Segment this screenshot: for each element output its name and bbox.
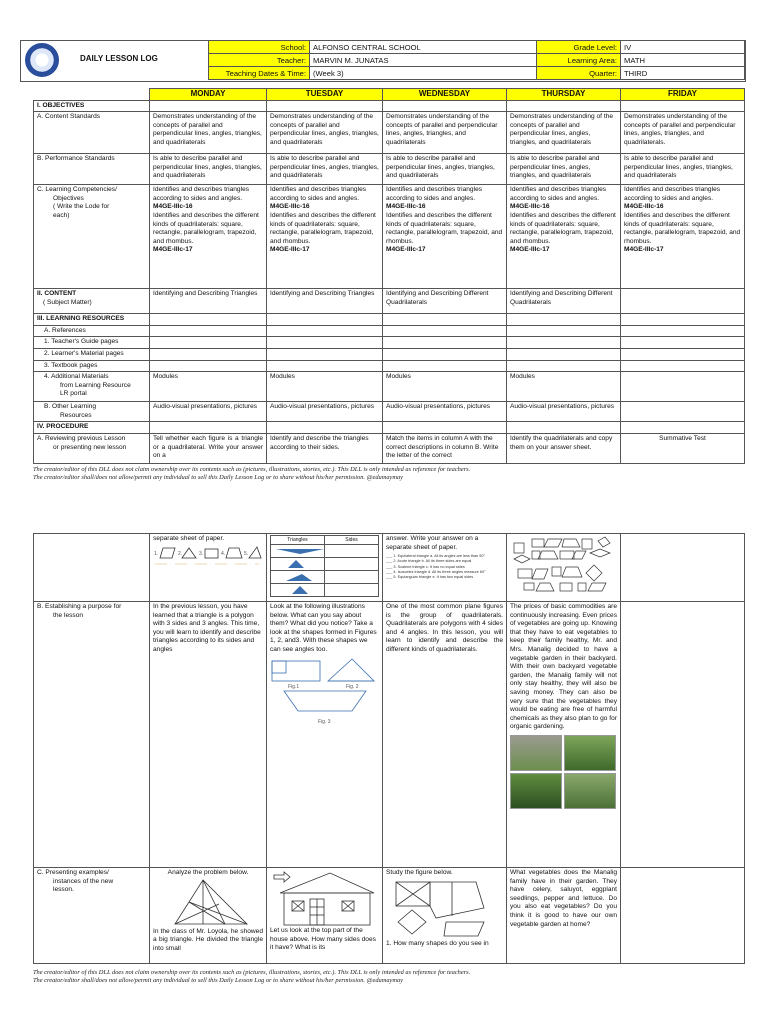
examples-label — [34, 868, 150, 964]
day-wednesday: WEDNESDAY — [383, 89, 507, 101]
addl-label-3: LR portal — [60, 390, 87, 398]
house-figure — [270, 869, 380, 927]
comp-mon — [150, 185, 267, 289]
sm-thu: Identifying and Describing Different Quadrilaterals — [507, 289, 621, 314]
ps-fri: Is able to describe parallel and perpendicular lines, angles, triangles, and quadrilaterals — [621, 154, 745, 185]
comp-wed — [383, 185, 507, 289]
other-thu: Audio-visual presentations, pictures — [507, 402, 621, 422]
school-label: School: — [209, 41, 310, 54]
examples-tue-text: Let us look at the top part of the house above. How many sides does it have? What is its — [270, 927, 376, 952]
competencies-label-2: Objectives — [53, 194, 84, 202]
other-wed: Audio-visual presentations, pictures — [383, 402, 507, 422]
fig1-label: Fig.1 — [288, 683, 300, 690]
svg-text:1.: 1. — [154, 550, 159, 557]
addl-label-1: 4. Additional Materials — [44, 373, 109, 381]
examples-wed-text: Study the figure below. — [386, 869, 453, 876]
comp-text: Identifies and describes triangles according to sides and angles. — [624, 186, 721, 202]
comp-fri — [621, 185, 745, 289]
day-friday: FRIDAY — [621, 89, 745, 101]
teacher-label: Teacher: — [209, 54, 310, 67]
comp-text: Identifies and describes triangles according to sides and angles. — [386, 186, 483, 202]
performance-standards-label: B. Performance Standards — [34, 154, 150, 185]
area-value: MATH — [621, 54, 745, 67]
comp-code: M4GE-IIIc-16 — [624, 203, 664, 211]
quadrilaterals-collection — [510, 535, 616, 595]
examples-label-1: C. Presenting examples/ — [37, 869, 109, 876]
garden-photo-1 — [510, 735, 562, 771]
disclaimer-line2: The creator/editor shall/does not allow/permit any individual to sell this Daily Lesson Log or to share without his/her permission. @edumaymay — [33, 977, 404, 984]
review-tue-cont — [267, 534, 383, 602]
fig3-label: Fig. 3 — [318, 718, 331, 725]
match-item: ___ 2. Acute triangle b. All its three sides are equal — [386, 559, 472, 564]
area-label: Learning Area: — [537, 54, 621, 67]
day-thursday: THURSDAY — [507, 89, 621, 101]
match-item: ___ 5. Equiangular triangle e. It has two equal sides — [386, 575, 474, 579]
review-fri: Summative Test — [621, 433, 745, 463]
dates-value: (Week 3) — [310, 67, 537, 80]
deped-seal-icon — [25, 43, 59, 77]
svg-text:5.: 5. — [244, 550, 249, 557]
comp-tue — [267, 185, 383, 289]
competencies-label-4: each) — [53, 211, 70, 219]
purpose-wed: One of the most common plane figures is the group of quadrilaterals. Quadrilaterals are polygons with 4 sides and 4 angles. In this lesson, you will learn to identify and describe the different kinds of quadrilaterals. — [383, 602, 507, 868]
comp-text: Identifies and describes the different kinds of quadrilaterals: square, rectangle, parallelogram, trapezoid, and rhombus. — [510, 211, 616, 245]
ps-tue: Is able to describe parallel and perpendicular lines, angles, triangles, and quadrilaterals — [267, 154, 383, 185]
comp-text: Identifies and describes the different kinds of quadrilaterals: square, rectangle, parallelogram, trapezoid, and rhombus. — [270, 211, 376, 245]
shapes-figure — [153, 544, 263, 566]
cs-mon: Demonstrates understanding of the concepts of parallel and perpendicular lines, angles, triangles, and quadrilaterals — [150, 112, 267, 154]
sm-wed: Identifying and Describing Different Quadrilaterals — [383, 289, 507, 314]
purpose-label — [34, 602, 150, 868]
triangle-sides-table — [270, 535, 379, 597]
tg-label: 1. Teacher's Guide pages — [34, 337, 150, 349]
other-mon: Audio-visual presentations, pictures — [150, 402, 267, 422]
review-tue: Identify and describe the triangles according to their sides. — [267, 433, 383, 463]
review-thu-cont — [507, 534, 621, 602]
examples-mon-text-2: In the class of Mr. Loyola, he showed a big triangle. He divided the triangle into small — [153, 927, 263, 952]
composite-shapes-figure — [386, 878, 504, 940]
svg-text:3.: 3. — [199, 550, 204, 557]
other-label-2: Resources — [60, 411, 92, 419]
triangle-col-header: Triangles — [271, 536, 325, 545]
content-label — [34, 289, 150, 314]
review-mon-cont — [150, 534, 267, 602]
ps-wed: Is able to describe parallel and perpendicular lines, angles, triangles, and quadrilaterals — [383, 154, 507, 185]
review-label-2: or presenting new lesson — [53, 443, 127, 451]
comp-code: M4GE-IIIc-16 — [153, 203, 193, 211]
lm-label: 2. Learner's Material pages — [34, 348, 150, 360]
garden-photos — [510, 735, 617, 809]
review-thu: Identify the quadrilaterals and copy them on your answer sheet. — [507, 433, 621, 463]
cs-tue: Demonstrates understanding of the concepts of parallel and perpendicular lines, angles, triangles, and quadrilaterals — [267, 112, 383, 154]
review-mon: Tell whether each figure is a triangle or a quadrilateral. Write your answer on a — [150, 433, 267, 463]
competencies-label — [34, 185, 150, 289]
other-resources-label — [34, 402, 150, 422]
cs-wed: Demonstrates understanding of the concepts of parallel and perpendicular lines, angles, triangles, and quadrilaterals — [383, 112, 507, 154]
purpose-mon: In the previous lesson, you have learned that a triangle is a polygon with 3 sides and 3 angles. This time, you will learn to identify and describe triangles according to its sides and angles — [150, 602, 267, 868]
garden-photo-2 — [564, 735, 616, 771]
disclaimer-1 — [33, 466, 748, 482]
header-info-table — [208, 40, 745, 80]
procedure-heading: IV. PROCEDURE — [34, 422, 150, 434]
triangle-3-icon — [274, 572, 325, 582]
objectives-heading: I. OBJECTIVES — [34, 100, 150, 112]
tb-label: 3. Textbook pages — [34, 360, 150, 372]
disclaimer-line2: The creator/editor shall/does not allow/permit any individual to sell this Daily Lesson Log or to share without his/her permission. @edumaymay — [33, 474, 404, 481]
examples-label-3: lesson. — [53, 886, 74, 894]
comp-text: Identifies and describes the different kinds of quadrilaterals: square, rectangle, parallelogram, trapezoid, and rhombus. — [153, 211, 259, 245]
competencies-label-1: C. Learning Competencies/ — [37, 186, 117, 194]
comp-code: M4GE-IIIc-17 — [386, 246, 426, 254]
sides-col-header: Sides — [325, 536, 379, 545]
examples-wed-text-2: 1. How many shapes do you see in — [386, 939, 489, 947]
grade-label: Grade Level: — [537, 41, 621, 54]
comp-text: Identifies and describes the different kinds of quadrilaterals: square, rectangle, parallelogram, trapezoid, and rhombus. — [624, 211, 741, 245]
sm-tue: Identifying and Describing Triangles — [267, 289, 383, 314]
modules-thu: Modules — [507, 372, 621, 402]
comp-code: M4GE-IIIc-16 — [386, 203, 426, 211]
corner-cell — [34, 89, 150, 101]
examples-tue — [267, 868, 383, 964]
comp-code: M4GE-IIIc-17 — [153, 246, 193, 254]
additional-materials-label — [34, 372, 150, 402]
review-wed-cont — [383, 534, 507, 602]
purpose-tue-text: Look at the following illustrations below. What can you say about them? What did you notice? Take a look at the shapes formed in Figures 1, 2, and3. With these shapes we can see angles too. — [270, 603, 377, 653]
ps-mon: Is able to describe parallel and perpendicular lines, angles, triangles, and quadrilaterals — [150, 154, 267, 185]
lesson-log-table-page2 — [33, 533, 745, 964]
other-tue: Audio-visual presentations, pictures — [267, 402, 383, 422]
disclaimer-2 — [33, 969, 748, 985]
comp-text: Identifies and describes triangles according to sides and angles. — [153, 186, 250, 202]
comp-code: M4GE-IIIc-16 — [510, 203, 550, 211]
matching-list — [386, 554, 503, 580]
grade-value: IV — [621, 41, 745, 54]
disclaimer-line1: The creator/editor of this DLL does not claim ownership over its contents such as (pictures, illustrations, stories, etc.). This DLL is only intended as reference for teachers. — [33, 466, 471, 473]
sm-mon: Identifying and Describing Triangles — [150, 289, 267, 314]
comp-code: M4GE-IIIc-17 — [624, 246, 664, 254]
examples-thu: What vegetables does the Manalig family have in their garden. They have celery, saluyot, eggplant seedlings, pepper and lettuce. Do you also eat vegetables? Do you think it is good to have our own vegetable garden at home? — [507, 868, 621, 964]
review-mon-continued: separate sheet of paper. — [153, 535, 225, 542]
comp-code: M4GE-IIIc-17 — [270, 246, 310, 254]
disclaimer-line1: The creator/editor of this DLL does not claim ownership over its contents such as (pictures, illustrations, stories, etc.). This DLL is only intended as reference for teachers. — [33, 969, 471, 976]
resources-heading: III. LEARNING RESOURCES — [34, 314, 150, 326]
school-value: ALFONSO CENTRAL SCHOOL — [310, 41, 537, 54]
triangle-1-icon — [274, 546, 325, 556]
svg-text:4.: 4. — [221, 550, 226, 557]
purpose-label-2: the lesson — [53, 611, 84, 619]
comp-thu — [507, 185, 621, 289]
comp-code: M4GE-IIIc-17 — [510, 246, 550, 254]
content-subheading: ( Subject Matter) — [43, 298, 92, 306]
examples-mon-text: Analyze the problem below. — [167, 869, 249, 876]
references-label: A. References — [34, 325, 150, 337]
purpose-thu — [507, 602, 621, 868]
purpose-tue — [267, 602, 383, 868]
day-monday: MONDAY — [150, 89, 267, 101]
competencies-label-3: ( Write the Lode for — [53, 203, 110, 211]
other-label-1: B. Other Learning — [44, 403, 97, 411]
svg-text:2.: 2. — [178, 550, 183, 557]
comp-code: M4GE-IIIc-16 — [270, 203, 310, 211]
ps-thu: Is able to describe parallel and perpendicular lines, angles, triangles, and quadrilaterals — [507, 154, 621, 185]
review-wed-continued: answer. Write your answer on a separate sheet of paper. — [386, 535, 479, 551]
comp-text: Identifies and describes the different kinds of quadrilaterals: square, rectangle, parallelogram, trapezoid, and rhombus. — [386, 211, 503, 245]
match-item: ___ 3. Scalene triangle c. It has no equal sides — [386, 564, 465, 569]
page-title: DAILY LESSON LOG — [80, 54, 158, 63]
garden-photo-3 — [510, 773, 562, 809]
purpose-label-1: B. Establishing a purpose for — [37, 603, 122, 610]
cs-fri: Demonstrates understanding of the concepts of parallel and perpendicular lines, angles, triangles, and quadrilaterals. — [621, 112, 745, 154]
review-wed: Match the items in column A with the correct descriptions in column B. Write the letter of the correct — [383, 433, 507, 463]
addl-label-2: from Learning Resource — [60, 381, 131, 389]
divided-triangle-figure — [153, 878, 263, 928]
dates-label: Teaching Dates & Time: — [209, 67, 310, 80]
lesson-log-table-page1 — [33, 88, 745, 464]
examples-label-2: instances of the new — [53, 877, 114, 885]
match-item: ___ 4. Isosceles triangle d. All its three angles measure 60° — [386, 569, 486, 574]
content-standards-label: A. Content Standards — [34, 112, 150, 154]
triangle-2-icon — [274, 559, 325, 569]
triangle-4-icon — [274, 585, 325, 595]
examples-wed — [383, 868, 507, 964]
modules-wed: Modules — [383, 372, 507, 402]
comp-text: Identifies and describes triangles according to sides and angles. — [270, 186, 367, 202]
review-label — [34, 433, 150, 463]
teacher-value: MARVIN M. JUNATAS — [310, 54, 537, 67]
match-item: ___ 1. Equilateral triangle a. All its angles are less than 90° — [386, 554, 486, 559]
garden-photo-4 — [564, 773, 616, 809]
content-heading: II. CONTENT — [37, 290, 77, 298]
modules-tue: Modules — [267, 372, 383, 402]
quarter-label: Quarter: — [537, 67, 621, 80]
review-label-1: A. Reviewing previous Lesson — [37, 434, 126, 442]
cs-thu: Demonstrates understanding of the concepts of parallel and perpendicular lines, angles, triangles, and quadrilaterals — [507, 112, 621, 154]
modules-mon: Modules — [150, 372, 267, 402]
fig2-label: Fig. 2 — [346, 683, 359, 690]
comp-text: Identifies and describes triangles according to sides and angles. — [510, 186, 607, 202]
examples-mon — [150, 868, 267, 964]
purpose-thu-text: The prices of basic commodities are continuously increasing. Even prices of vegetables are going up. Knowing that they have to eat vegetables to keep their family healthy, Mr. and Mrs. Manalig decided to have a vegetable garden in their backyard. With their own backyard vegetable garden, the Manalig family will not only stay healthy, they will also be saving money. They can also be very sure that the vegetables they would be eating are free of harmful chemicals as they also plan to go for organic gardening. — [510, 603, 617, 731]
quarter-value: THIRD — [621, 67, 745, 80]
day-tuesday: TUESDAY — [267, 89, 383, 101]
figures-1-2-3 — [270, 657, 380, 733]
